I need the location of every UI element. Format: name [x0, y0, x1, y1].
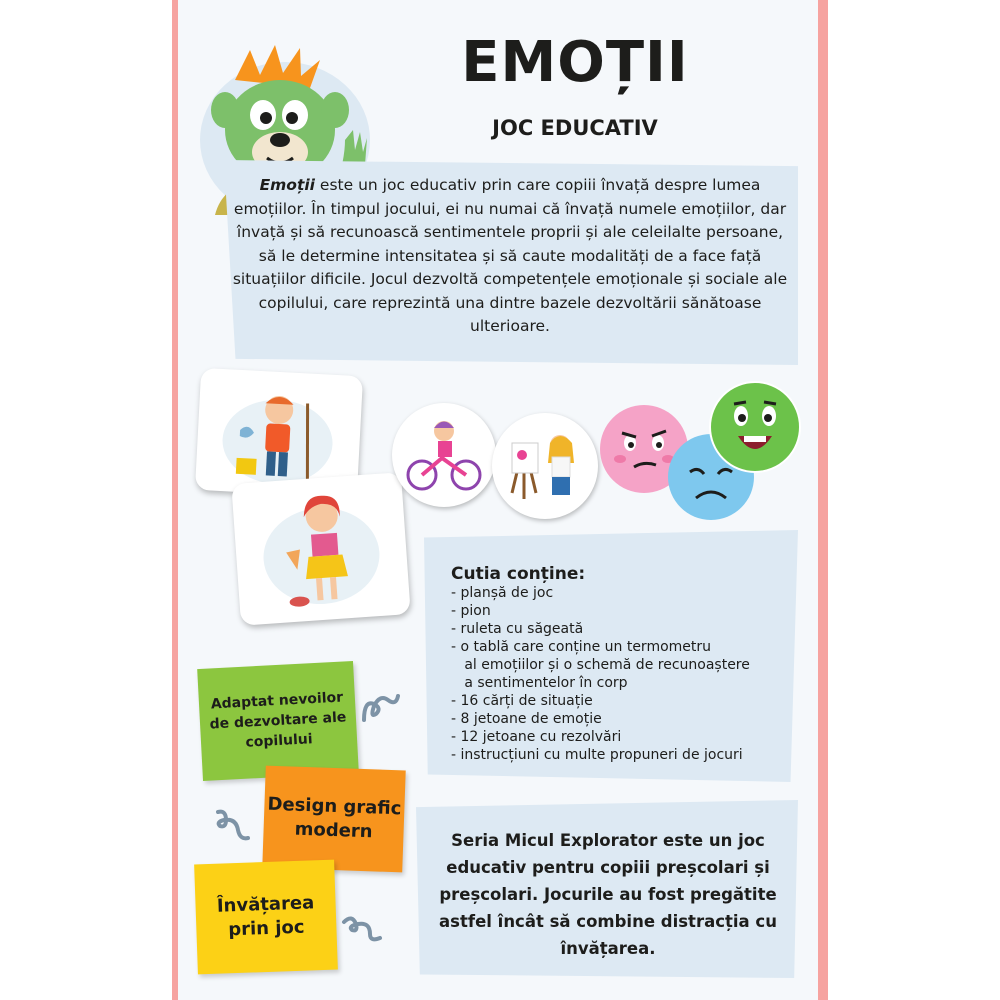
squiggle-decoration — [212, 806, 252, 844]
list-item: - ruleta cu săgeată — [451, 621, 584, 637]
intro-emphasis: Emoții — [259, 176, 315, 194]
series-description: Seria Micul Explorator este un joc educativ pentru copiii preșcolari și preșcolari. Jocurile au fost pregătite astfel încât să combine distracția cu învățarea. — [439, 831, 777, 958]
list-item: - 16 cărți de situație — [451, 693, 593, 709]
feature-note-design: Design grafic modern — [262, 766, 405, 873]
girl-painting-illustration — [492, 413, 598, 519]
intro-paragraph — [230, 174, 790, 339]
feature-note-learning: Învățarea prin joc — [194, 860, 338, 975]
list-item: - instrucțiuni cu multe propuneri de jocuri — [451, 747, 743, 763]
list-item: - pion — [451, 603, 491, 619]
emotion-token-girl-bike — [392, 403, 496, 507]
list-item: a sentimentelor în corp — [451, 675, 628, 691]
happy-face-icon — [708, 380, 802, 474]
girl-crying-illustration — [231, 472, 410, 626]
situation-card-girl-crying — [231, 472, 410, 626]
feature-note-development: Adaptat nevoilor de dezvoltare ale copilului — [197, 661, 359, 781]
page-subtitle: JOC EDUCATIV — [492, 116, 658, 140]
list-item: - 8 jetoane de emoție — [451, 711, 602, 727]
contents-list — [451, 584, 750, 764]
list-item: - o tablă care conține un termometru — [451, 639, 712, 655]
girl-bike-illustration — [392, 403, 496, 507]
list-item: - 12 jetoane cu rezolvări — [451, 729, 622, 745]
page-title: EMOȚII — [461, 30, 689, 95]
intro-body: este un joc educativ prin care copiii învață despre lumea emoțiilor. În timpul jocului, ei nu numai că învață numele emoțiilor, dar învață și să recunoască sentimentele proprii și ale celeilalte persoane, să le determine intensitatea și să caute modalități de a face față situațiilor dificile. Jocul dezvoltă competențele emoționale și sociale ale copilului, care reprezintă una dintre bazele dezvoltării sănătoase ulterioare. — [232, 176, 788, 335]
contents-title: Cutia conține: — [451, 564, 586, 584]
squiggle-decoration — [340, 912, 384, 946]
emotion-token-girl-painting — [492, 413, 598, 519]
list-item: al emoțiilor și o schemă de recunoaștere — [451, 657, 750, 673]
list-item: - planșă de joc — [451, 585, 554, 601]
squiggle-decoration — [360, 690, 402, 726]
